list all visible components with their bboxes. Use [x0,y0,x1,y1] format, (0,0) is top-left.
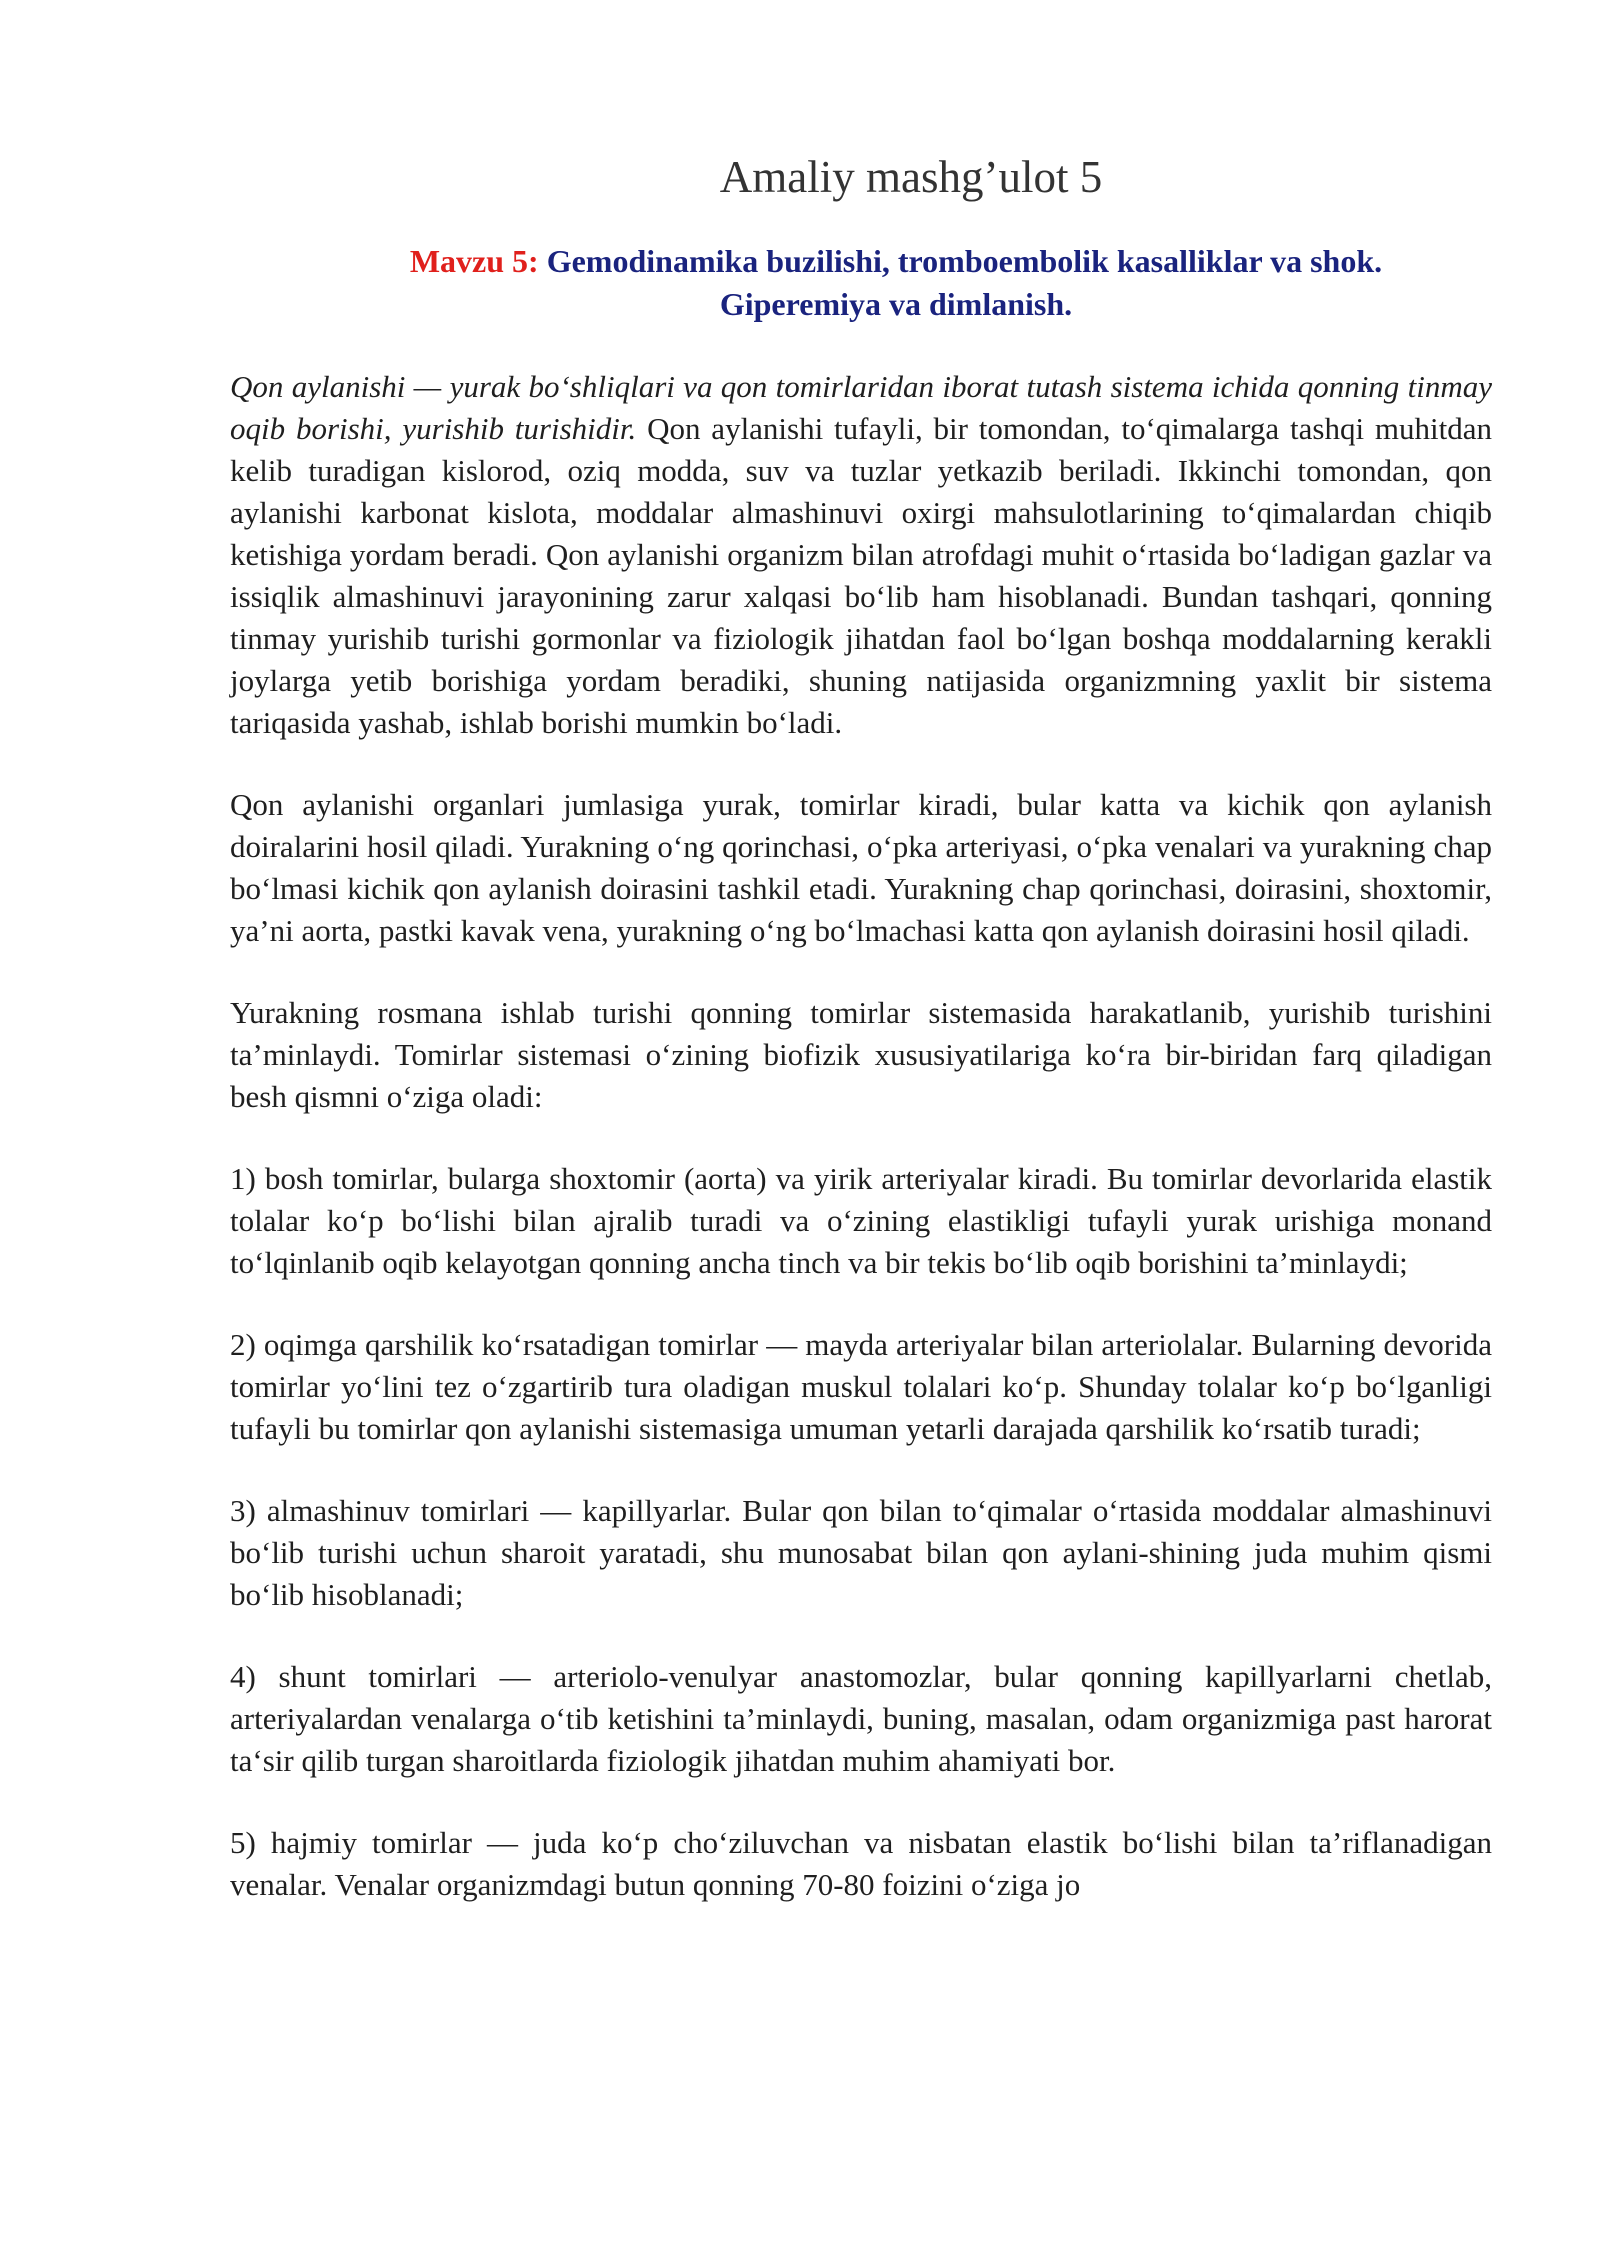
list-item-resistance-vessels: 2) oqimga qarshilik ko‘rsatadigan tomirlar — mayda arteriyalar bilan arteriolalar. Bularning devorida tomirlar yo‘lini tez o‘zgartirib tura oladigan muskul tolalari ko‘p. Shunday tolalar ko‘p bo‘lganligi tufayli bu tomirlar qon aylanishi sistemasiga umuman yetarli darajada qarshilik ko‘rsatib turadi; [230,1327,1492,1446]
topic-line-1: Gemodinamika buzilishi, tromboembolik kasalliklar va shok. [546,243,1383,279]
topic-heading [230,240,1492,326]
topic-label: Mavzu 5: [409,243,539,279]
paragraph-vessel-system: Yurakning rosmana ishlab turishi qonning tomirlar sistemasida harakatlanib, yurishib turishini ta’minlaydi. Tomirlar sistemasi o‘zining biofizik xususiyatilariga ko‘ra bir-biridan farq qiladigan besh qismni o‘ziga oladi: [230,995,1492,1114]
paragraph-circulation-organs: Qon aylanishi organlari jumlasiga yurak, tomirlar kiradi, bular katta va kichik qon aylanish doiralarini hosil qiladi. Yurakning o‘ng qorinchasi, o‘pka arteriyasi, o‘pka venalari va yurakning chap bo‘lmasi kichik qon aylanish doirasini tashkil etadi. Yurakning chap qorinchasi, doirasini, shoxtomir, ya’ni aorta, pastki kavak vena, yurakning o‘ng bo‘lmachasi katta qon aylanish doirasini hosil qiladi. [230,787,1492,948]
list-item-shunt-vessels: 4) shunt tomirlari — arteriolo-venulyar anastomozlar, bular qonning kapillyarlarni chetlab, arteriyalardan venalarga o‘tib ketishini ta’minlaydi, buning, masalan, odam organizmiga past harorat ta‘sir qilib turgan sharoitlarda fiziologik jihatdan muhim ahamiyati bor. [230,1659,1492,1778]
paragraph-intro [230,366,1492,744]
paragraph-intro-definition: Qon aylanishi — yurak bo‘shliqlari va qon tomirlaridan iborat tutash sistema ichida qonning tinmay oqib borishi, yurishib turishidir. [230,369,1492,446]
topic-line-2: Giperemiya va dimlanish. [719,286,1073,322]
list-item-exchange-vessels: 3) almashinuv tomirlari — kapillyarlar. Bular qon bilan to‘qimalar o‘rtasida moddalar almashinuvi bo‘lib turishi uchun sharoit yaratadi, shu munosabat bilan qon aylani-shining juda muhim qismi bo‘lib hisoblanadi; [230,1493,1492,1612]
list-item-main-vessels: 1) bosh tomirlar, bularga shoxtomir (aorta) va yirik arteriyalar kiradi. Bu tomirlar devorlarida elastik tolalar ko‘p bo‘lishi bilan ajralib turadi va o‘zining elastikligi tufayli yurak urishiga monand to‘lqinlanib oqib kelayotgan qonning ancha tinch va bir tekis bo‘lib oqib borishini ta’minlaydi; [230,1161,1492,1280]
document-page [230,150,1492,1946]
list-item-capacitance-vessels: 5) hajmiy tomirlar — juda ko‘p cho‘ziluvchan va nisbatan elastik bo‘lishi bilan ta’riflanadigan venalar. Venalar organizmdagi butun qonning 70-80 foizini o‘ziga jo [230,1825,1492,1902]
page-title: Amaliy mashg’ulot 5 [719,152,1103,202]
paragraph-intro-body: Qon aylanishi tufayli, bir tomondan, to‘qimalarga tashqi muhitdan kelib turadigan kislorod, oziq modda, suv va tuzlar yetkazib beriladi. Ikkinchi tomondan, qon aylanishi karbonat kislota, moddalar almashinuvi oxirgi mahsulotlarining to‘qimalardan chiqib ketishiga yordam beradi. Qon aylanishi organizm bilan atrofdagi muhit o‘rtasida bo‘ladigan gazlar va issiqlik almashinuvi jarayonining zarur xalqasi bo‘lib ham hisoblanadi. Bundan tashqari, qonning tinmay yurishib turishi gormonlar va fiziologik jihatdan faol bo‘lgan boshqa moddalarning kerakli joylarga yetib borishiga yordam beradiki, shuning natijasida organizmning yaxlit bir sistema tariqasida yashab, ishlab borishi mumkin bo‘ladi. [230,411,1492,740]
